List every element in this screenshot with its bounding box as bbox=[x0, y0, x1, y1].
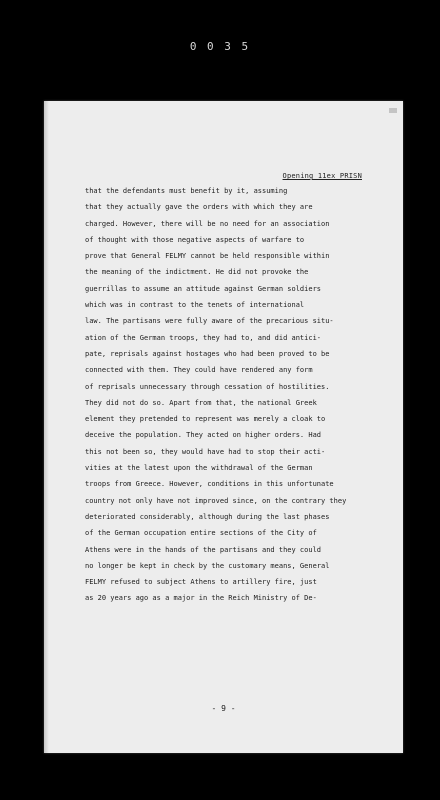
text-line: element they pretended to represent was merely a cloak to bbox=[85, 415, 326, 424]
paper-tab-mark bbox=[389, 108, 397, 113]
text-line: Athens were in the hands of the partisans and they could bbox=[85, 545, 322, 554]
text-line: that they actually gave the orders with which they are bbox=[85, 203, 313, 212]
text-line: of thought with those negative aspects of warfare to bbox=[85, 235, 305, 244]
page-number: - 9 - bbox=[211, 704, 236, 713]
text-line: as 20 years ago as a major in the Reich Ministry of De- bbox=[85, 594, 317, 603]
frame-number: 0 0 3 5 bbox=[189, 40, 251, 53]
body-text bbox=[85, 183, 397, 607]
text-line: country not only have not improved since, on the contrary they bbox=[85, 496, 347, 505]
page-heading: Opening 11ex PRISN bbox=[282, 172, 362, 180]
text-line: prove that General FELMY cannot be held responsible within bbox=[85, 252, 330, 261]
text-line: troops from Greece. However, conditions in this unfortunate bbox=[85, 480, 334, 489]
text-line: law. The partisans were fully aware of the precarious situ- bbox=[85, 317, 334, 326]
text-line: the meaning of the indictment. He did not provoke the bbox=[85, 268, 309, 277]
text-line: FELMY refused to subject Athens to artillery fire, just bbox=[85, 578, 317, 587]
text-line: that the defendants must benefit by it, assuming bbox=[85, 187, 288, 195]
text-line: connected with them. They could have rendered any form bbox=[85, 366, 313, 375]
text-line: ation of the German troops, they had to, and did antici- bbox=[85, 333, 322, 342]
text-line: this not been so, they would have had to stop their acti- bbox=[85, 447, 326, 456]
text-line: vities at the latest upon the withdrawal of the German bbox=[85, 464, 313, 473]
document-page bbox=[44, 101, 403, 753]
text-line: They did not do so. Apart from that, the national Greek bbox=[85, 398, 317, 407]
text-line: no longer be kept in check by the customary means, General bbox=[85, 561, 330, 570]
text-line: of reprisals unnecessary through cessation of hostilities. bbox=[85, 382, 330, 391]
text-line: guerrillas to assume an attitude against German soldiers bbox=[85, 284, 322, 293]
text-line: of the German occupation entire sections of the City of bbox=[85, 529, 317, 538]
text-line: pate, reprisals against hostages who had been proved to be bbox=[85, 349, 330, 358]
text-line: deteriorated considerably, although during the last phases bbox=[85, 512, 330, 521]
text-line: charged. However, there will be no need for an association bbox=[85, 219, 330, 228]
text-line: which was in contrast to the tenets of international bbox=[85, 301, 305, 310]
text-line: deceive the population. They acted on higher orders. Had bbox=[85, 431, 322, 440]
